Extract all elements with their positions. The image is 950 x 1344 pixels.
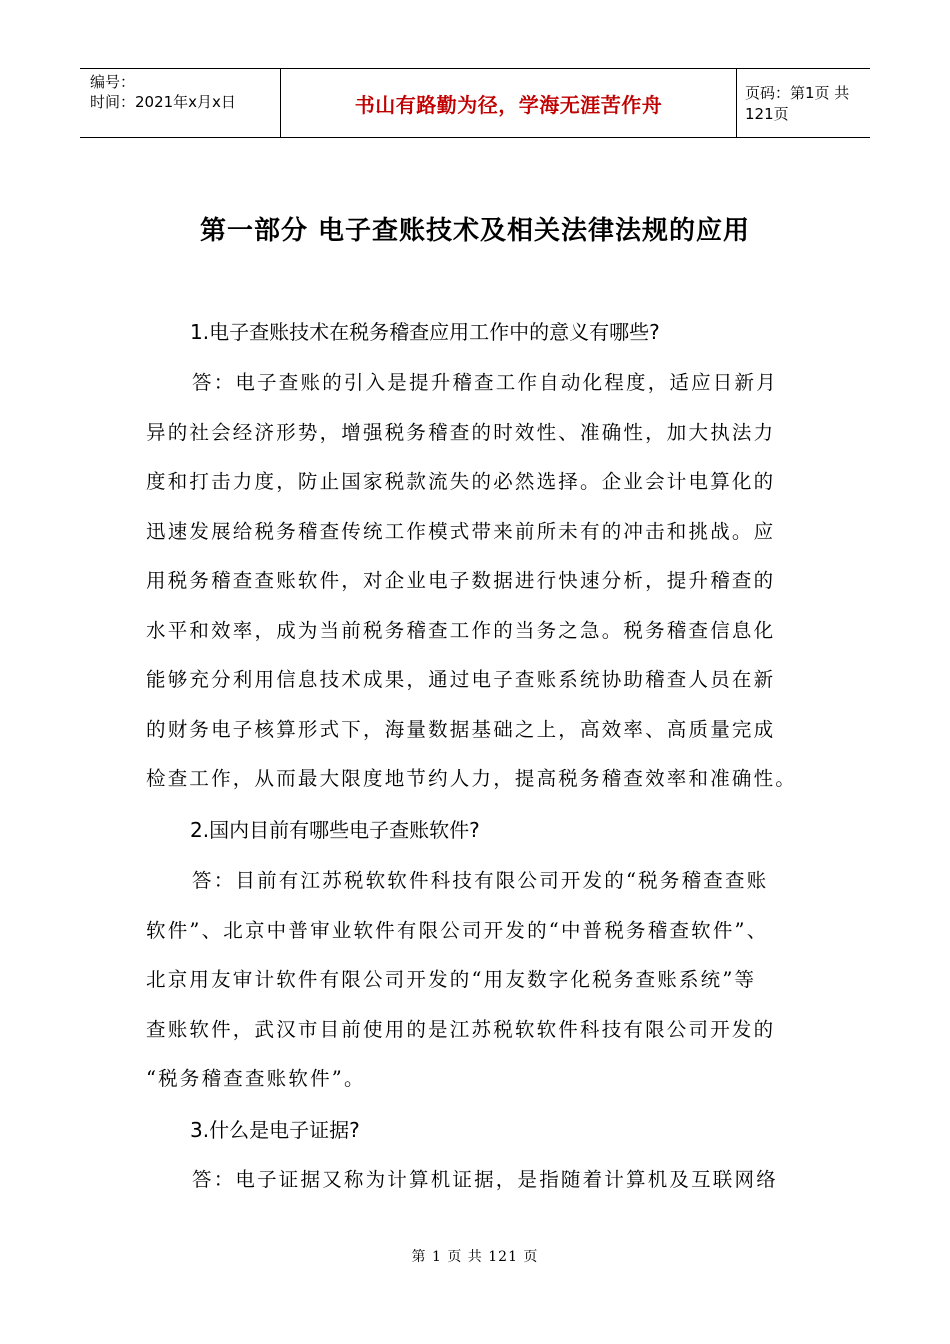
answer-line: 答：目前有江苏税软软件科技有限公司开发的“税务稽查查账 bbox=[192, 869, 769, 892]
answer-2 bbox=[146, 856, 816, 1104]
answer-line: 迅速发展给税务稽查传统工作模式带来前所未有的冲击和挑战。应 bbox=[146, 519, 776, 543]
answer-line: 软件”、北京中普审业软件有限公司开发的“中普税务稽查软件”、 bbox=[146, 918, 769, 942]
header-motto-cell bbox=[281, 69, 737, 137]
date-label: 时间：2021年x月x日 bbox=[90, 93, 236, 111]
answer-line: 的财务电子核算形式下，海量数据基础之上，高效率、高质量完成 bbox=[146, 717, 776, 741]
answer-line: “税务稽查查账软件”。 bbox=[146, 1067, 366, 1090]
question-2: 2.国内目前有哪些电子查账软件? bbox=[190, 818, 480, 842]
answer-line: 检查工作，从而最大限度地节约人力，提高税务稽查效率和准确性。 bbox=[146, 767, 798, 790]
question-1: 1.电子查账技术在税务稽查应用工作中的意义有哪些? bbox=[190, 320, 660, 344]
answer-line: 北京用友审计软件有限公司开发的“用友数字化税务查账系统”等 bbox=[146, 968, 757, 991]
answer-line: 用税务稽查查账软件，对企业电子数据进行快速分析，提升稽查的 bbox=[146, 569, 776, 592]
answer-line: 水平和效率，成为当前税务稽查工作的当务之急。税务稽查信息化 bbox=[146, 618, 776, 642]
number-label: 编号： bbox=[90, 73, 136, 91]
question-3: 3.什么是电子证据? bbox=[190, 1118, 360, 1142]
answer-1 bbox=[146, 358, 816, 804]
answer-line: 答：电子证据又称为计算机证据，是指随着计算机及互联网络 bbox=[192, 1168, 778, 1191]
answer-line: 答：电子查账的引入是提升稽查工作自动化程度，适应日新月 bbox=[192, 371, 778, 394]
document-title: 第一部分 电子查账技术及相关法律法规的应用 bbox=[199, 216, 751, 246]
page-footer: 第 1 页 共 121 页 bbox=[411, 1249, 539, 1265]
answer-line: 异的社会经济形势，增强税务稽查的时效性、准确性，加大执法力 bbox=[146, 420, 776, 444]
answer-3 bbox=[146, 1155, 816, 1205]
header-page-cell bbox=[737, 69, 870, 137]
answer-line: 查账软件，武汉市目前使用的是江苏税软软件科技有限公司开发的 bbox=[146, 1017, 776, 1041]
document-header bbox=[80, 68, 870, 138]
page-info: 页码：第1页 共121页 bbox=[745, 84, 850, 123]
header-meta-cell bbox=[80, 69, 281, 137]
answer-line: 能够充分利用信息技术成果，通过电子查账系统协助稽查人员在新 bbox=[146, 668, 776, 691]
answer-line: 度和打击力度，防止国家税款流失的必然选择。企业会计电算化的 bbox=[146, 470, 776, 493]
motto: 书山有路勤为径，学海无涯苦作舟 bbox=[354, 92, 663, 117]
